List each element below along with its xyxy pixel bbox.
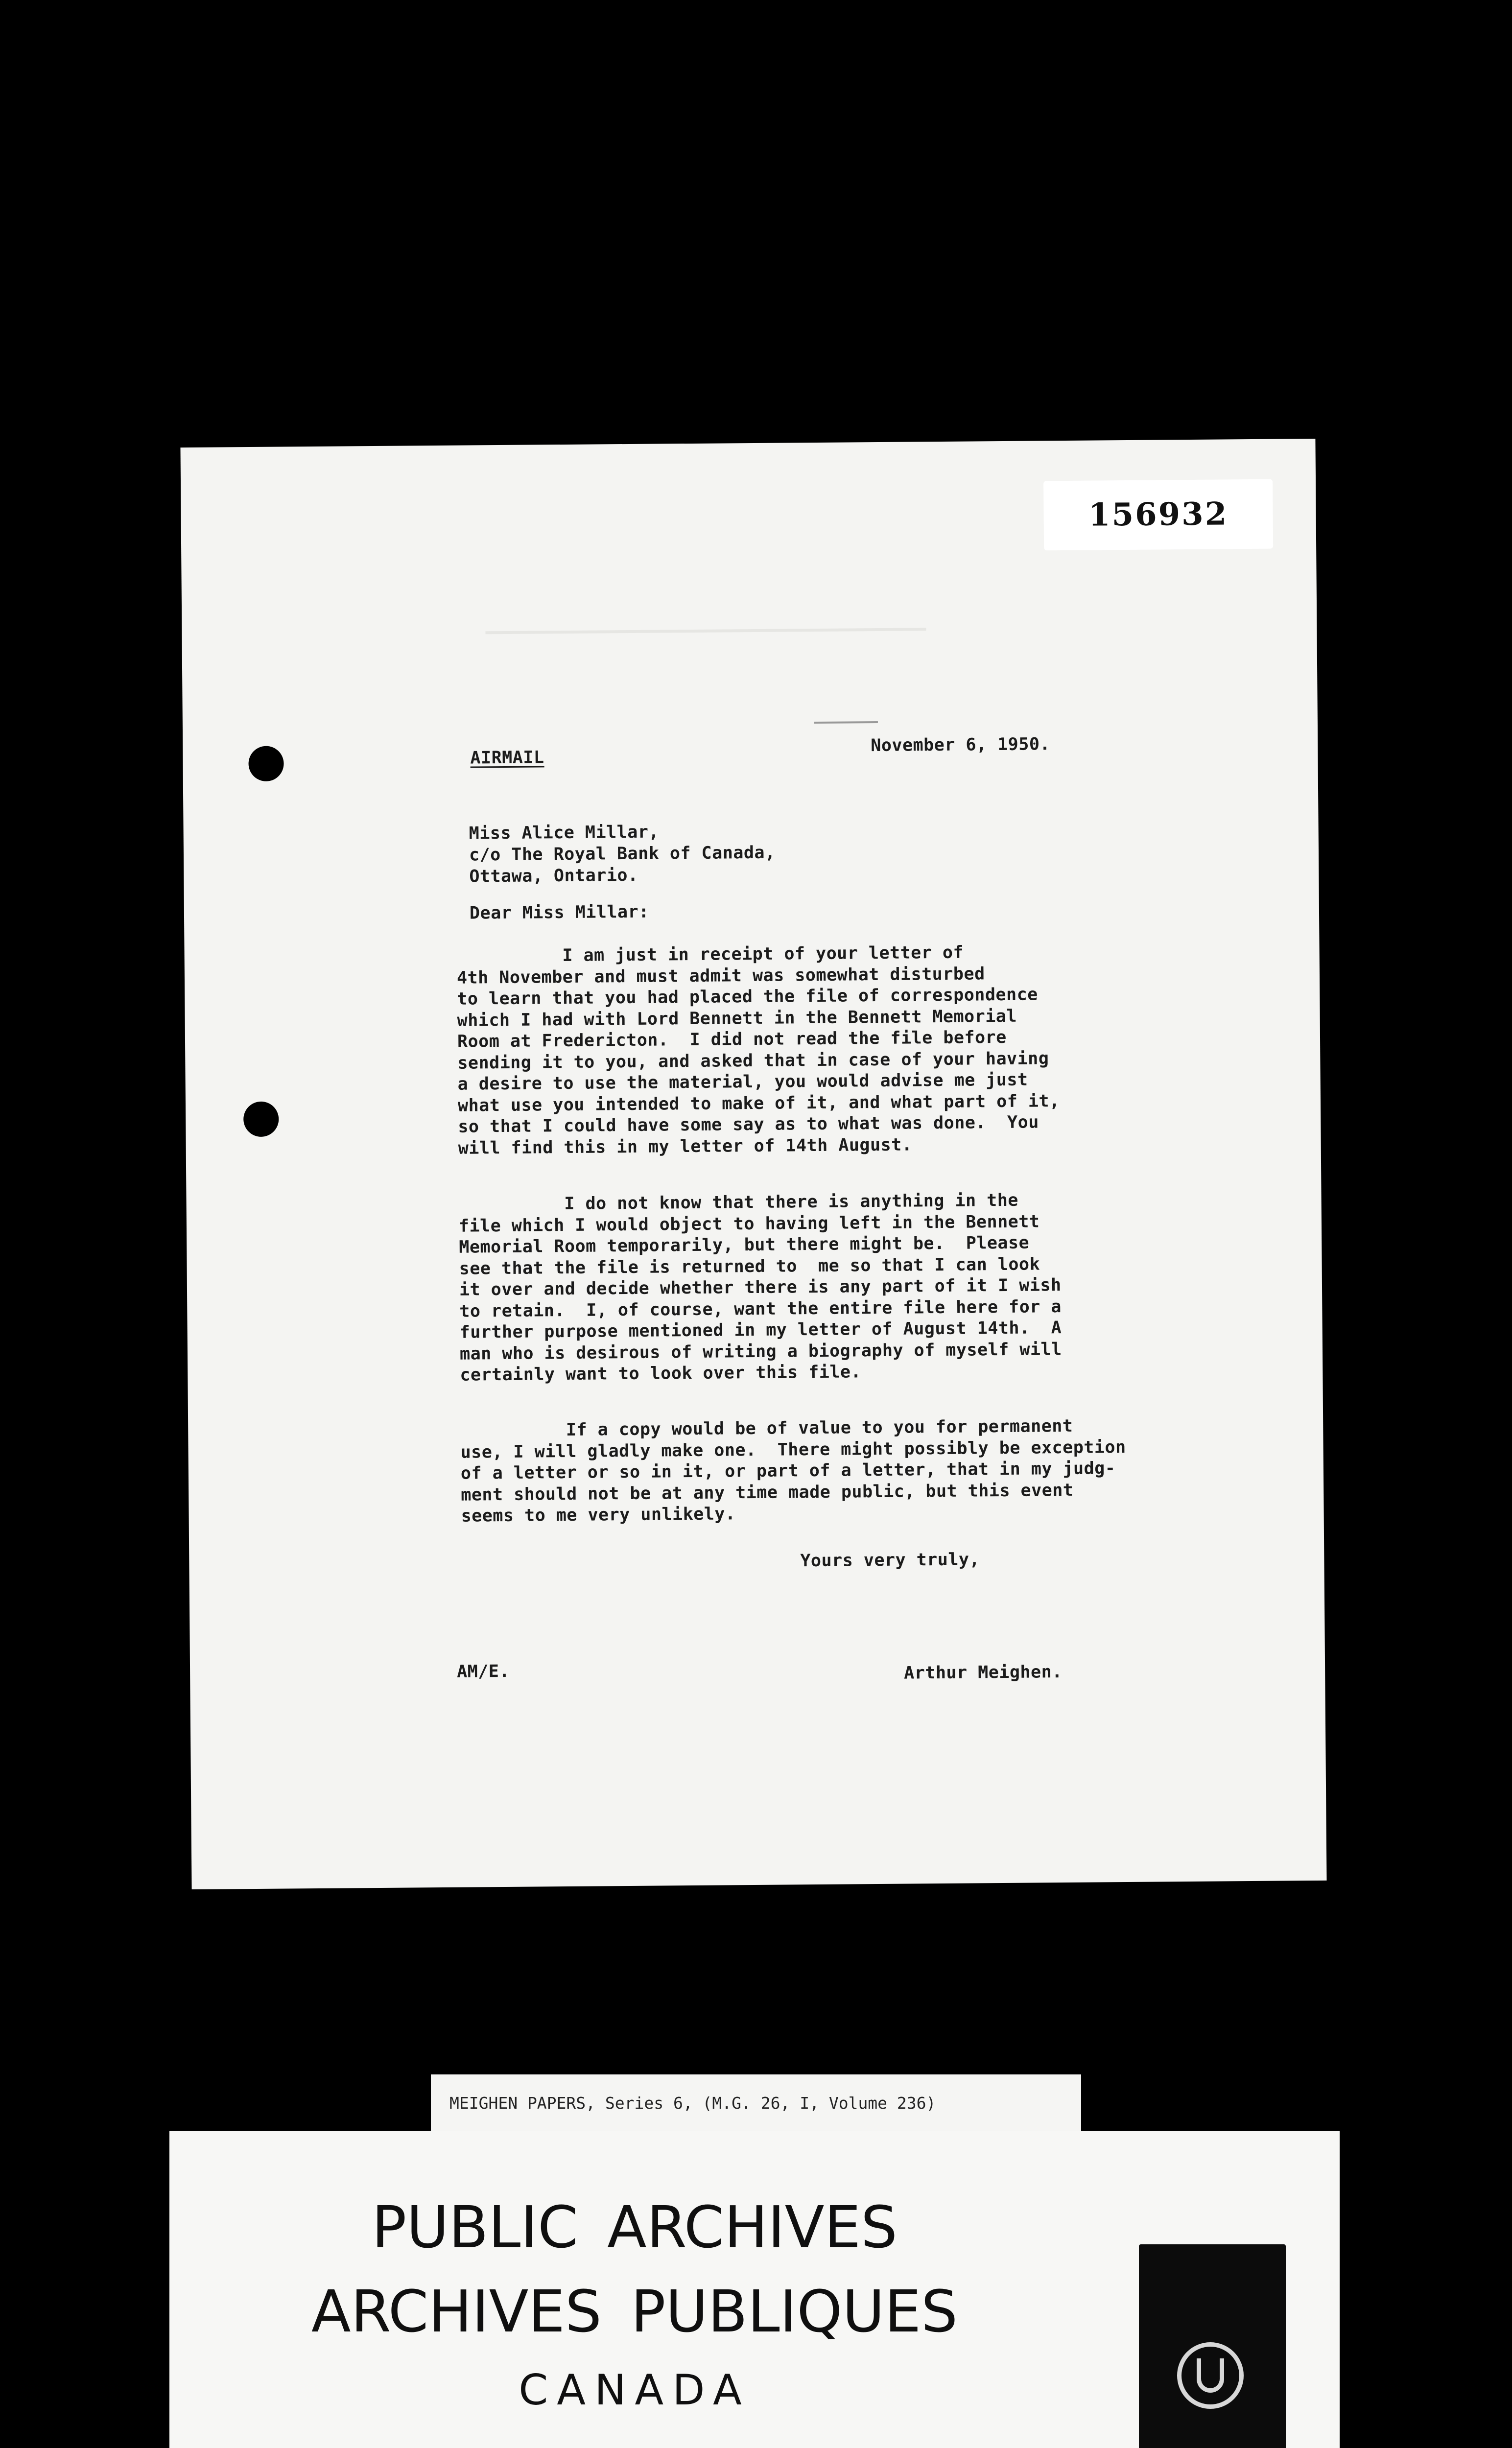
- reference-label: MEIGHEN PAPERS, Series 6, (M.G. 26, I, Volume 236): [431, 2074, 1081, 2132]
- archive-title-french: ARCHIVES PUBLIQUES: [311, 2278, 958, 2345]
- address-line: Ottawa, Ontario.: [469, 865, 638, 887]
- initials: AM/E.: [456, 1661, 510, 1682]
- letter-paragraph: I do not know that there is anything in the file which I would object to having left in the Bennett Memorial Room temporarily, but there might be. Please see that the file is returned to me so that I can look it over and decide whether there is any part of it I wish to retain. I, of course, want the entire file here for a further purpose mentioned in my letter of August 14th. A man who is desirous of writing a biography of myself will certainly want to look over this file.: [458, 1190, 1062, 1385]
- archive-country: CANADA: [519, 2366, 751, 2415]
- letter-paragraph: If a copy would be of value to you for permanent use, I will gladly make one. There might possibly be exception of a letter or so in it, or part of a letter, that in my judg- ment should not be at any time made public, but this event seems to me very unlikely.: [460, 1416, 1126, 1526]
- scan-mark: [485, 628, 926, 634]
- address-line: Miss Alice Millar,: [469, 822, 660, 844]
- punch-hole-bottom: [243, 1102, 279, 1137]
- document-number-label: 156932: [1043, 479, 1273, 551]
- closing: Yours very truly,: [800, 1550, 980, 1571]
- archive-card: [169, 2131, 1340, 2448]
- salutation: Dear Miss Millar:: [469, 902, 649, 923]
- address-line: c/o The Royal Bank of Canada,: [469, 843, 776, 865]
- archive-emblem-inner: [1197, 2358, 1224, 2393]
- letter-paragraph: I am just in receipt of your letter of 4th November and must admit was somewhat disturbed to learn that you had placed the file of correspondence which I had with Lord Bennett in the Bennett Memorial Room at Fredericton. I did not read the file before sending it to you, and asked that in case of your having a desire to use the material, you would advise me just what use you intended to make of it, and what part of it, so that I could have some say as to what was done. You will find this in my letter of 14th August.: [456, 942, 1060, 1158]
- airmail-heading: AIRMAIL: [470, 748, 544, 768]
- archive-title-english: PUBLIC ARCHIVES: [372, 2193, 898, 2261]
- letter-date: November 6, 1950.: [871, 734, 1051, 756]
- punch-hole-top: [248, 746, 284, 782]
- letter-page: [180, 439, 1326, 1889]
- scan-mark: [814, 721, 878, 724]
- archive-emblem-icon: [1177, 2342, 1244, 2409]
- signature: Arthur Meighen.: [904, 1662, 1063, 1683]
- archive-emblem: [1139, 2244, 1286, 2448]
